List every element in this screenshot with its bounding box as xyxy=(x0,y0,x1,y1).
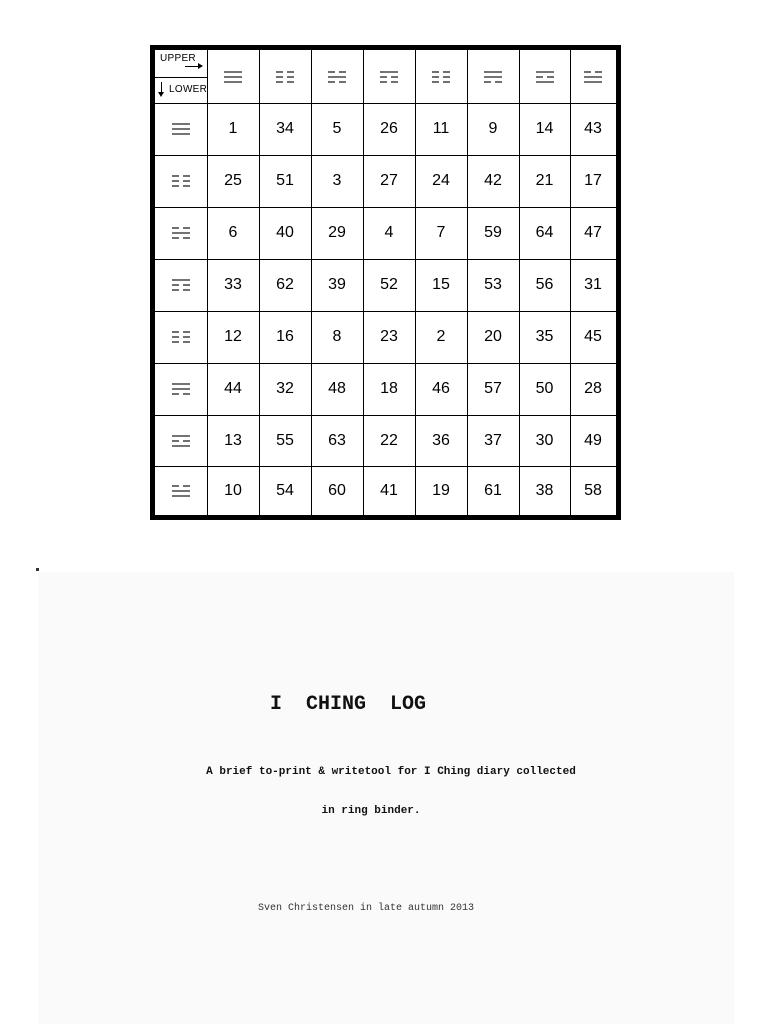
hexagram-number-cell: 19 xyxy=(432,481,450,499)
cover-subtitle: A brief to-print & writetool for I Ching diary collected xyxy=(206,766,576,778)
hexagram-number-cell: 58 xyxy=(584,481,602,499)
hexagram-number-cell: 25 xyxy=(224,172,242,189)
hexagram-lookup-table xyxy=(150,45,621,520)
lower-label: LOWER xyxy=(169,84,208,95)
hexagram-number-cell: 49 xyxy=(584,431,602,449)
hexagram-number-cell: 17 xyxy=(584,172,602,189)
hexagram-number-cell: 28 xyxy=(584,380,602,397)
hexagram-number-cell: 47 xyxy=(584,224,602,241)
arrow-right-icon xyxy=(185,66,199,67)
hexagram-number-cell: 60 xyxy=(328,481,346,499)
hexagram-number-cell: 6 xyxy=(228,224,238,241)
hexagram-number-cell: 22 xyxy=(380,431,398,449)
grid-row-divider xyxy=(155,363,616,364)
hexagram-number-cell: 14 xyxy=(535,120,554,137)
hexagram-number-cell: 27 xyxy=(380,172,398,189)
grid-column-divider xyxy=(570,50,571,515)
hexagram-number-cell: 31 xyxy=(584,276,602,293)
upper-trigram-2-icon xyxy=(259,50,311,103)
hexagram-number-cell: 61 xyxy=(484,481,502,499)
hexagram-number-cell: 24 xyxy=(432,172,450,189)
hexagram-number-cell: 7 xyxy=(436,224,446,241)
hexagram-number-cell: 20 xyxy=(484,328,502,345)
cover-page xyxy=(38,572,734,1024)
hexagram-number-cell: 39 xyxy=(328,276,346,293)
lower-trigram-2-icon xyxy=(155,155,207,207)
hexagram-number-cell: 41 xyxy=(380,481,398,499)
grid-column-divider xyxy=(207,50,208,515)
grid-column-divider xyxy=(259,50,260,515)
upper-trigram-4-icon xyxy=(363,50,415,103)
lower-trigram-8-icon xyxy=(155,466,207,515)
hexagram-number-cell: 36 xyxy=(432,431,450,449)
hexagram-number-cell: 43 xyxy=(584,120,602,137)
hexagram-number-cell: 16 xyxy=(276,328,294,345)
hexagram-number-cell: 26 xyxy=(380,120,398,137)
grid-row-divider xyxy=(155,466,616,467)
hexagram-number-cell: 57 xyxy=(484,380,502,397)
grid-column-divider xyxy=(467,50,468,515)
hexagram-number-cell: 12 xyxy=(224,328,242,345)
hexagram-number-cell: 59 xyxy=(484,224,502,241)
hexagram-number-cell: 56 xyxy=(535,276,554,293)
hexagram-number-cell: 33 xyxy=(224,276,242,293)
table-corner-header xyxy=(155,50,207,103)
hexagram-number-cell: 29 xyxy=(328,224,346,241)
grid-row-divider xyxy=(155,103,616,104)
grid-column-divider xyxy=(363,50,364,515)
hexagram-number-cell: 18 xyxy=(380,380,398,397)
hexagram-number-cell: 8 xyxy=(332,328,342,345)
upper-trigram-7-icon xyxy=(519,50,570,103)
lower-trigram-7-icon xyxy=(155,415,207,466)
upper-trigram-1-icon xyxy=(207,50,259,103)
hexagram-number-cell: 32 xyxy=(276,380,294,397)
cover-subtitle-line2: in ring binder. xyxy=(321,805,421,817)
hexagram-number-cell: 50 xyxy=(535,380,554,397)
hexagram-number-cell: 21 xyxy=(535,172,554,189)
upper-trigram-3-icon xyxy=(311,50,363,103)
grid-row-divider xyxy=(155,207,616,208)
hexagram-number-cell: 53 xyxy=(484,276,502,293)
lower-trigram-5-icon xyxy=(155,311,207,363)
hexagram-number-cell: 5 xyxy=(332,120,342,137)
hexagram-number-cell: 52 xyxy=(380,276,398,293)
upper-trigram-8-icon xyxy=(570,50,616,103)
grid-row-divider xyxy=(155,155,616,156)
corner-divider xyxy=(155,77,207,78)
hexagram-number-cell: 55 xyxy=(276,431,294,449)
grid-column-divider xyxy=(519,50,520,515)
lower-trigram-3-icon xyxy=(155,207,207,259)
grid-row-divider xyxy=(155,415,616,416)
arrow-down-icon xyxy=(161,82,162,93)
hexagram-number-cell: 46 xyxy=(432,380,450,397)
hexagram-number-cell: 3 xyxy=(332,172,342,189)
hexagram-number-cell: 42 xyxy=(484,172,502,189)
hexagram-number-cell: 48 xyxy=(328,380,346,397)
hexagram-number-cell: 30 xyxy=(535,431,554,449)
upper-trigram-6-icon xyxy=(467,50,519,103)
hexagram-number-cell: 38 xyxy=(535,481,554,499)
hexagram-number-cell: 4 xyxy=(384,224,394,241)
lower-trigram-6-icon xyxy=(155,363,207,415)
hexagram-number-cell: 11 xyxy=(432,120,450,137)
grid-column-divider xyxy=(311,50,312,515)
hexagram-number-cell: 9 xyxy=(488,120,498,137)
grid-column-divider xyxy=(415,50,416,515)
hexagram-number-cell: 63 xyxy=(328,431,346,449)
hexagram-number-cell: 1 xyxy=(228,120,238,137)
grid-row-divider xyxy=(155,311,616,312)
hexagram-number-cell: 45 xyxy=(584,328,602,345)
hexagram-number-cell: 13 xyxy=(224,431,242,449)
hexagram-number-cell: 10 xyxy=(224,481,242,499)
hexagram-number-cell: 64 xyxy=(535,224,554,241)
upper-trigram-5-icon xyxy=(415,50,467,103)
lower-trigram-4-icon xyxy=(155,259,207,311)
upper-label: UPPER xyxy=(160,53,196,64)
hexagram-number-cell: 2 xyxy=(436,328,446,345)
lower-trigram-1-icon xyxy=(155,103,207,155)
hexagram-number-cell: 54 xyxy=(276,481,294,499)
hexagram-number-cell: 23 xyxy=(380,328,398,345)
hexagram-number-cell: 15 xyxy=(432,276,450,293)
hexagram-number-cell: 40 xyxy=(276,224,294,241)
hexagram-number-cell: 35 xyxy=(535,328,554,345)
cover-title: I CHING LOG xyxy=(269,693,427,716)
cover-author: Sven Christensen in late autumn 2013 xyxy=(257,903,475,914)
hexagram-number-cell: 44 xyxy=(224,380,242,397)
stray-mark xyxy=(36,568,39,571)
hexagram-number-cell: 37 xyxy=(484,431,502,449)
hexagram-number-cell: 34 xyxy=(276,120,294,137)
hexagram-number-cell: 51 xyxy=(276,172,294,189)
hexagram-number-cell: 62 xyxy=(276,276,294,293)
grid-row-divider xyxy=(155,259,616,260)
